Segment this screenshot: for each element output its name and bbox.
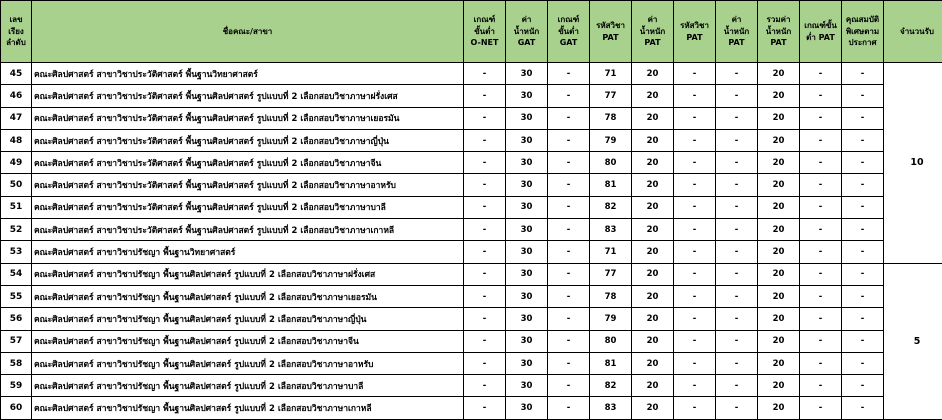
column-header-line: GAT [508,37,545,49]
cell-pat-weight-total: 20 [758,85,800,107]
cell-special-qualification: - [842,219,884,241]
cell-gat-weight: 30 [506,397,548,419]
cell-gat-minimum: - [548,397,590,419]
cell-special-qualification: - [842,375,884,397]
cell-row-number: 52 [1,219,32,241]
cell-pat-weight-total: 20 [758,375,800,397]
cell-gat-minimum: - [548,375,590,397]
cell-pat-minimum: - [800,196,842,218]
cell-pat-weight-total: 20 [758,63,800,85]
cell-pat-weight-total: 20 [758,107,800,129]
column-header-line: พิเศษตาม [844,26,881,38]
column-header-line: รวมค่า [760,14,797,26]
cell-pat-weight-2: - [716,263,758,285]
cell-program-name: คณะศิลปศาสตร์ สาขาวิชาปรัชญา พื้นฐานศิลปศาสตร์ รูปแบบที่ 2 เลือกสอบวิชาภาษาญี่ปุ่น [32,308,464,330]
cell-pat-code-2: - [674,107,716,129]
cell-gat-minimum: - [548,174,590,196]
cell-pat-weight-2: - [716,85,758,107]
cell-special-qualification: - [842,174,884,196]
column-header-line: PAT [760,37,797,49]
column-header-line: คุณสมบัติ [844,14,881,26]
cell-pat-weight-2: - [716,308,758,330]
cell-gat-weight: 30 [506,196,548,218]
cell-gat-weight: 30 [506,174,548,196]
cell-special-qualification: - [842,107,884,129]
column-header-line: เลข [3,14,29,26]
column-header-line: รหัสวิชา [592,20,629,32]
column-header-pat-code-2 [674,1,716,63]
cell-pat-code-2: - [674,152,716,174]
cell-program-name: คณะศิลปศาสตร์ สาขาวิชาประวัติศาสตร์ พื้นฐานศิลปศาสตร์ รูปแบบที่ 2 เลือกสอบวิชาภาษาฝรั่งเศส [32,85,464,107]
cell-pat-weight-total: 20 [758,397,800,419]
cell-gat-weight: 30 [506,375,548,397]
cell-gat-weight: 30 [506,308,548,330]
column-header-line: O-NET [466,37,503,49]
column-header-line: ต่ำ PAT [802,32,839,44]
column-header-quota [884,1,942,63]
cell-pat-weight-total: 20 [758,129,800,151]
cell-pat-minimum: - [800,263,842,285]
cell-pat-minimum: - [800,352,842,374]
cell-pat-weight-total: 20 [758,241,800,263]
column-header-line: PAT [676,32,713,44]
cell-gat-minimum: - [548,107,590,129]
cell-program-name: คณะศิลปศาสตร์ สาขาวิชาปรัชญา พื้นฐานศิลปศาสตร์ รูปแบบที่ 2 เลือกสอบวิชาภาษาฝรั่งเศส [32,263,464,285]
cell-onet-minimum: - [464,129,506,151]
table-body [1,63,942,420]
cell-pat-weight-2: - [716,196,758,218]
cell-gat-minimum: - [548,241,590,263]
column-header-pat-code-1 [590,1,632,63]
table-row [1,330,942,352]
cell-pat-code-2: - [674,308,716,330]
cell-row-number: 59 [1,375,32,397]
cell-gat-weight: 30 [506,129,548,151]
cell-gat-weight: 30 [506,219,548,241]
cell-pat-weight-1: 20 [632,129,674,151]
cell-pat-weight-2: - [716,241,758,263]
cell-pat-minimum: - [800,129,842,151]
table-row [1,219,942,241]
cell-gat-minimum: - [548,219,590,241]
cell-pat-code-2: - [674,219,716,241]
cell-special-qualification: - [842,330,884,352]
table-row [1,174,942,196]
cell-pat-weight-1: 20 [632,85,674,107]
cell-gat-weight: 30 [506,352,548,374]
cell-pat-minimum: - [800,375,842,397]
cell-pat-code-1: 71 [590,241,632,263]
cell-gat-weight: 30 [506,152,548,174]
cell-pat-weight-2: - [716,352,758,374]
column-header-line: เกณฑ์ [550,14,587,26]
column-header-pat-weight-1 [632,1,674,63]
cell-pat-weight-1: 20 [632,375,674,397]
column-header-gat-weight [506,1,548,63]
cell-program-name: คณะศิลปศาสตร์ สาขาวิชาประวัติศาสตร์ พื้นฐานศิลปศาสตร์ รูปแบบที่ 2 เลือกสอบวิชาภาษาเกาหลี [32,219,464,241]
cell-special-qualification: - [842,152,884,174]
column-header-line: น้ำหนัก [634,26,671,38]
cell-gat-weight: 30 [506,263,548,285]
cell-pat-weight-2: - [716,129,758,151]
table-row [1,196,942,218]
cell-gat-minimum: - [548,152,590,174]
cell-gat-minimum: - [548,352,590,374]
cell-pat-weight-1: 20 [632,196,674,218]
cell-pat-code-2: - [674,330,716,352]
cell-onet-minimum: - [464,174,506,196]
cell-gat-weight: 30 [506,330,548,352]
table-row [1,375,942,397]
cell-pat-weight-1: 20 [632,107,674,129]
cell-onet-minimum: - [464,285,506,307]
cell-pat-weight-2: - [716,63,758,85]
cell-row-number: 58 [1,352,32,374]
cell-pat-weight-1: 20 [632,152,674,174]
table-row [1,308,942,330]
cell-row-number: 60 [1,397,32,419]
cell-onet-minimum: - [464,152,506,174]
column-header-line: ค่า [634,14,671,26]
cell-pat-minimum: - [800,63,842,85]
cell-pat-weight-total: 20 [758,285,800,307]
cell-onet-minimum: - [464,63,506,85]
cell-pat-code-1: 82 [590,196,632,218]
column-header-line: เกณฑ์ [466,14,503,26]
cell-pat-code-1: 79 [590,308,632,330]
cell-gat-weight: 30 [506,285,548,307]
cell-pat-minimum: - [800,308,842,330]
cell-pat-weight-total: 20 [758,263,800,285]
cell-pat-code-1: 77 [590,263,632,285]
cell-onet-minimum: - [464,375,506,397]
cell-pat-minimum: - [800,285,842,307]
cell-pat-weight-1: 20 [632,330,674,352]
cell-special-qualification: - [842,196,884,218]
column-header-line: เรียง [3,26,29,38]
column-header-line: รหัสวิชา [676,20,713,32]
cell-pat-code-2: - [674,397,716,419]
cell-pat-weight-total: 20 [758,219,800,241]
column-header-line: ลำดับ [3,37,29,49]
column-header-pat-weight-total [758,1,800,63]
cell-row-number: 46 [1,85,32,107]
column-header-line: ประกาศ [844,37,881,49]
column-header-line: น้ำหนัก [718,26,755,38]
table-row [1,152,942,174]
cell-gat-minimum: - [548,308,590,330]
table-row [1,352,942,374]
cell-onet-minimum: - [464,107,506,129]
cell-pat-code-2: - [674,85,716,107]
header-row [1,1,942,63]
cell-pat-weight-2: - [716,330,758,352]
cell-gat-minimum: - [548,196,590,218]
cell-pat-code-1: 83 [590,397,632,419]
column-header-pat-minimum [800,1,842,63]
cell-pat-weight-2: - [716,219,758,241]
cell-pat-weight-1: 20 [632,352,674,374]
cell-row-number: 51 [1,196,32,218]
cell-quota: 5 [884,263,942,419]
cell-pat-code-1: 81 [590,352,632,374]
cell-pat-code-1: 83 [590,219,632,241]
cell-gat-minimum: - [548,285,590,307]
cell-pat-code-2: - [674,375,716,397]
column-header-line: ค่า [508,14,545,26]
cell-program-name: คณะศิลปศาสตร์ สาขาวิชาปรัชญา พื้นฐานศิลปศาสตร์ รูปแบบที่ 2 เลือกสอบวิชาภาษาอาหรับ [32,352,464,374]
cell-program-name: คณะศิลปศาสตร์ สาขาวิชาปรัชญา พื้นฐานศิลปศาสตร์ รูปแบบที่ 2 เลือกสอบวิชาภาษาจีน [32,330,464,352]
cell-pat-weight-total: 20 [758,330,800,352]
cell-pat-minimum: - [800,241,842,263]
cell-pat-weight-total: 20 [758,174,800,196]
table-row [1,285,942,307]
cell-pat-weight-2: - [716,152,758,174]
table-row [1,85,942,107]
cell-onet-minimum: - [464,85,506,107]
cell-program-name: คณะศิลปศาสตร์ สาขาวิชาปรัชญา พื้นฐานศิลปศาสตร์ รูปแบบที่ 2 เลือกสอบวิชาภาษาเกาหลี [32,397,464,419]
cell-pat-minimum: - [800,85,842,107]
cell-row-number: 48 [1,129,32,151]
cell-row-number: 47 [1,107,32,129]
cell-gat-weight: 30 [506,63,548,85]
cell-row-number: 57 [1,330,32,352]
cell-pat-minimum: - [800,330,842,352]
cell-special-qualification: - [842,85,884,107]
column-header-line: PAT [592,32,629,44]
cell-pat-code-1: 79 [590,129,632,151]
cell-special-qualification: - [842,241,884,263]
cell-pat-weight-1: 20 [632,397,674,419]
cell-special-qualification: - [842,352,884,374]
cell-special-qualification: - [842,308,884,330]
cell-onet-minimum: - [464,397,506,419]
cell-program-name: คณะศิลปศาสตร์ สาขาวิชาปรัชญา พื้นฐานศิลปศาสตร์ รูปแบบที่ 2 เลือกสอบวิชาภาษาบาลี [32,375,464,397]
column-header-line: ขั้นต่ำ [550,26,587,38]
cell-pat-weight-2: - [716,375,758,397]
cell-pat-code-2: - [674,196,716,218]
cell-pat-code-1: 71 [590,63,632,85]
cell-pat-weight-2: - [716,397,758,419]
cell-pat-weight-total: 20 [758,152,800,174]
cell-pat-code-2: - [674,241,716,263]
cell-special-qualification: - [842,63,884,85]
column-header-line: น้ำหนัก [508,26,545,38]
cell-gat-weight: 30 [506,241,548,263]
cell-pat-weight-total: 20 [758,308,800,330]
cell-pat-code-2: - [674,63,716,85]
cell-gat-weight: 30 [506,107,548,129]
cell-row-number: 50 [1,174,32,196]
table-header [1,1,942,63]
cell-onet-minimum: - [464,263,506,285]
cell-gat-minimum: - [548,129,590,151]
cell-pat-code-2: - [674,352,716,374]
cell-special-qualification: - [842,397,884,419]
cell-program-name: คณะศิลปศาสตร์ สาขาวิชาประวัติศาสตร์ พื้นฐานวิทยาศาสตร์ [32,63,464,85]
column-header-row-number [1,1,32,63]
cell-pat-code-2: - [674,285,716,307]
column-header-gat-minimum [548,1,590,63]
cell-row-number: 56 [1,308,32,330]
cell-pat-code-2: - [674,263,716,285]
column-header-line: ค่า [718,14,755,26]
cell-pat-code-2: - [674,174,716,196]
cell-onet-minimum: - [464,352,506,374]
cell-program-name: คณะศิลปศาสตร์ สาขาวิชาประวัติศาสตร์ พื้นฐานศิลปศาสตร์ รูปแบบที่ 2 เลือกสอบวิชาภาษาบาลี [32,196,464,218]
column-header-program-name [32,1,464,63]
table-row [1,397,942,419]
cell-pat-weight-1: 20 [632,219,674,241]
cell-pat-code-1: 80 [590,330,632,352]
column-header-special-qualification [842,1,884,63]
cell-pat-weight-1: 20 [632,174,674,196]
cell-gat-minimum: - [548,330,590,352]
column-header-line: PAT [634,37,671,49]
column-header-pat-weight-2 [716,1,758,63]
cell-gat-minimum: - [548,263,590,285]
cell-row-number: 54 [1,263,32,285]
cell-program-name: คณะศิลปศาสตร์ สาขาวิชาประวัติศาสตร์ พื้นฐานศิลปศาสตร์ รูปแบบที่ 2 เลือกสอบวิชาภาษาญี่ปุ่น [32,129,464,151]
cell-pat-code-1: 78 [590,285,632,307]
cell-pat-weight-2: - [716,174,758,196]
column-header-line: PAT [718,37,755,49]
cell-pat-weight-1: 20 [632,285,674,307]
cell-quota: 10 [884,63,942,264]
cell-pat-weight-total: 20 [758,196,800,218]
cell-pat-weight-1: 20 [632,63,674,85]
cell-row-number: 45 [1,63,32,85]
cell-pat-code-1: 80 [590,152,632,174]
cell-pat-code-1: 81 [590,174,632,196]
cell-program-name: คณะศิลปศาสตร์ สาขาวิชาประวัติศาสตร์ พื้นฐานศิลปศาสตร์ รูปแบบที่ 2 เลือกสอบวิชาภาษาอาหรับ [32,174,464,196]
cell-onet-minimum: - [464,330,506,352]
cell-row-number: 53 [1,241,32,263]
cell-gat-weight: 30 [506,85,548,107]
cell-program-name: คณะศิลปศาสตร์ สาขาวิชาปรัชญา พื้นฐานวิทยาศาสตร์ [32,241,464,263]
cell-pat-weight-total: 20 [758,352,800,374]
cell-pat-code-1: 82 [590,375,632,397]
cell-special-qualification: - [842,285,884,307]
cell-pat-minimum: - [800,397,842,419]
cell-pat-weight-2: - [716,107,758,129]
table-row [1,129,942,151]
cell-special-qualification: - [842,129,884,151]
cell-pat-minimum: - [800,107,842,129]
table-row [1,263,942,285]
cell-program-name: คณะศิลปศาสตร์ สาขาวิชาประวัติศาสตร์ พื้นฐานศิลปศาสตร์ รูปแบบที่ 2 เลือกสอบวิชาภาษาจีน [32,152,464,174]
cell-row-number: 55 [1,285,32,307]
cell-program-name: คณะศิลปศาสตร์ สาขาวิชาประวัติศาสตร์ พื้นฐานศิลปศาสตร์ รูปแบบที่ 2 เลือกสอบวิชาภาษาเยอรมัน [32,107,464,129]
column-header-line: น้ำหนัก [760,26,797,38]
cell-pat-code-2: - [674,129,716,151]
table-row [1,241,942,263]
column-header-line: GAT [550,37,587,49]
cell-pat-weight-1: 20 [632,241,674,263]
cell-pat-minimum: - [800,174,842,196]
table-row [1,63,942,85]
table-row [1,107,942,129]
cell-onet-minimum: - [464,196,506,218]
column-header-line: ขั้นต่ำ [466,26,503,38]
cell-pat-minimum: - [800,152,842,174]
cell-special-qualification: - [842,263,884,285]
cell-pat-code-1: 77 [590,85,632,107]
cell-row-number: 49 [1,152,32,174]
cell-pat-code-1: 78 [590,107,632,129]
cell-onet-minimum: - [464,241,506,263]
cell-program-name: คณะศิลปศาสตร์ สาขาวิชาปรัชญา พื้นฐานศิลปศาสตร์ รูปแบบที่ 2 เลือกสอบวิชาภาษาเยอรมัน [32,285,464,307]
column-header-line: จำนวนรับ [886,26,942,38]
cell-pat-weight-1: 20 [632,263,674,285]
cell-pat-weight-2: - [716,285,758,307]
cell-onet-minimum: - [464,219,506,241]
column-header-line: เกณฑ์ขั้น [802,20,839,32]
cell-onet-minimum: - [464,308,506,330]
cell-gat-minimum: - [548,63,590,85]
column-header-onet-minimum [464,1,506,63]
cell-pat-minimum: - [800,219,842,241]
cell-pat-weight-1: 20 [632,308,674,330]
column-header-line: ชื่อคณะ/สาขา [34,26,461,38]
cell-gat-minimum: - [548,85,590,107]
